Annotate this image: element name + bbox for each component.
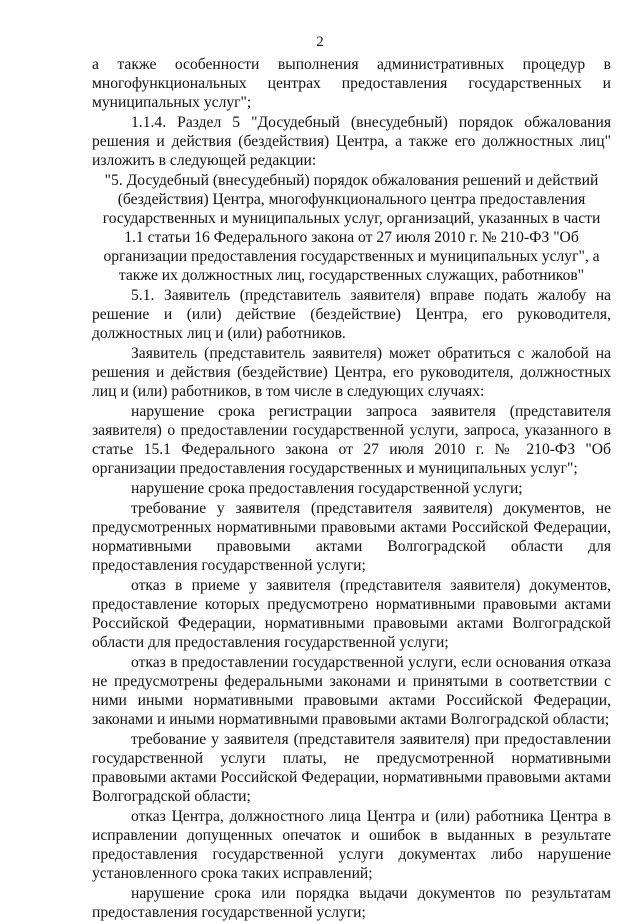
paragraph-complaint-cases: Заявитель (представитель заявителя) может обратиться с жалобой на решения и действия (бездействие) Центра, его руководителя, должностных лиц и (или) работников, в том числе в следующих случаях: [92,345,611,400]
page-number: 2 [316,34,324,50]
list-item-refusal-to-correct: отказ Центра, должностного лица Центра и (или) работника Центра в исправлении допущенных опечаток и ошибок в выданных в результате предоставления государственной услуги документах либо нарушение установленного срока таких исправлений; [92,808,611,882]
list-item-issuance-violation: нарушение срока или порядка выдачи документов по результатам предоставления государственной услуги; [92,885,611,921]
list-item-refusal-to-accept: отказ в приеме у заявителя (представителя заявителя) документов, предоставление которых предусмотрено нормативными правовыми актами Российской Федерации, нормативными правовыми актами Волгоградской области для предоставления государственной услуги; [92,577,611,651]
paragraph-1-1-4: 1.1.4. Раздел 5 "Досудебный (внесудебный) порядок обжалования решения и действия (бездействия) Центра, а также его должностных лиц" изложить в следующей редакции: [92,114,611,169]
list-item-extra-documents: требование у заявителя (представителя заявителя) документов, не предусмотренных нормативными правовыми актами Российской Федерации, нормативными правовыми актами Волгоградской области для предоставления государственной услуги; [92,500,611,574]
list-item-refusal-of-service: отказ в предоставлении государственной услуги, если основания отказа не предусмотрены федеральными законами и принятыми в соответствии с ними иными нормативными правовыми актами Российской Федерации, законами и иными нормативными правовыми актами Волгоградской области; [92,654,611,728]
list-item-registration-deadline: нарушение срока регистрации запроса заявителя (представителя заявителя) о предоставлении государственной услуги, запроса, указанного в статье 15.1 Федерального закона от 27 июля 2010 г. № 210-ФЗ "Об организации предоставления государственных и муниципальных услуг"; [92,403,611,477]
list-item-illegal-fee: требование у заявителя (представителя заявителя) при предоставлении государственной услуги платы, не предусмотренной нормативными правовыми актами Российской Федерации, нормативными правовыми актами Волгоградской области; [92,731,611,805]
document-body [92,55,611,923]
paragraph-intro-continuation: а также особенности выполнения административных процедур в многофункциональных центрах предоставления государственных и муниципальных услуг"; [92,56,611,111]
paragraph-5-1: 5.1. Заявитель (представитель заявителя) вправе подать жалобу на решение и (или) действие (бездействие) Центра, его руководителя, должностных лиц и (или) работников. [92,287,611,342]
section-5-heading: "5. Досудебный (внесудебный) порядок обжалования решений и действий (бездействия) Центра, многофункционального центра предоставления государственных и муниципальных услуг, организаций, указанных в части 1.1 статьи 16 Федерального закона от 27 июля 2010 г. № 210-ФЗ "Об организации предоставления государственных и муниципальных услуг", а также их должностных лиц, государственных служащих, работников" [102,172,601,284]
list-item-service-deadline: нарушение срока предоставления государственной услуги; [131,480,523,497]
